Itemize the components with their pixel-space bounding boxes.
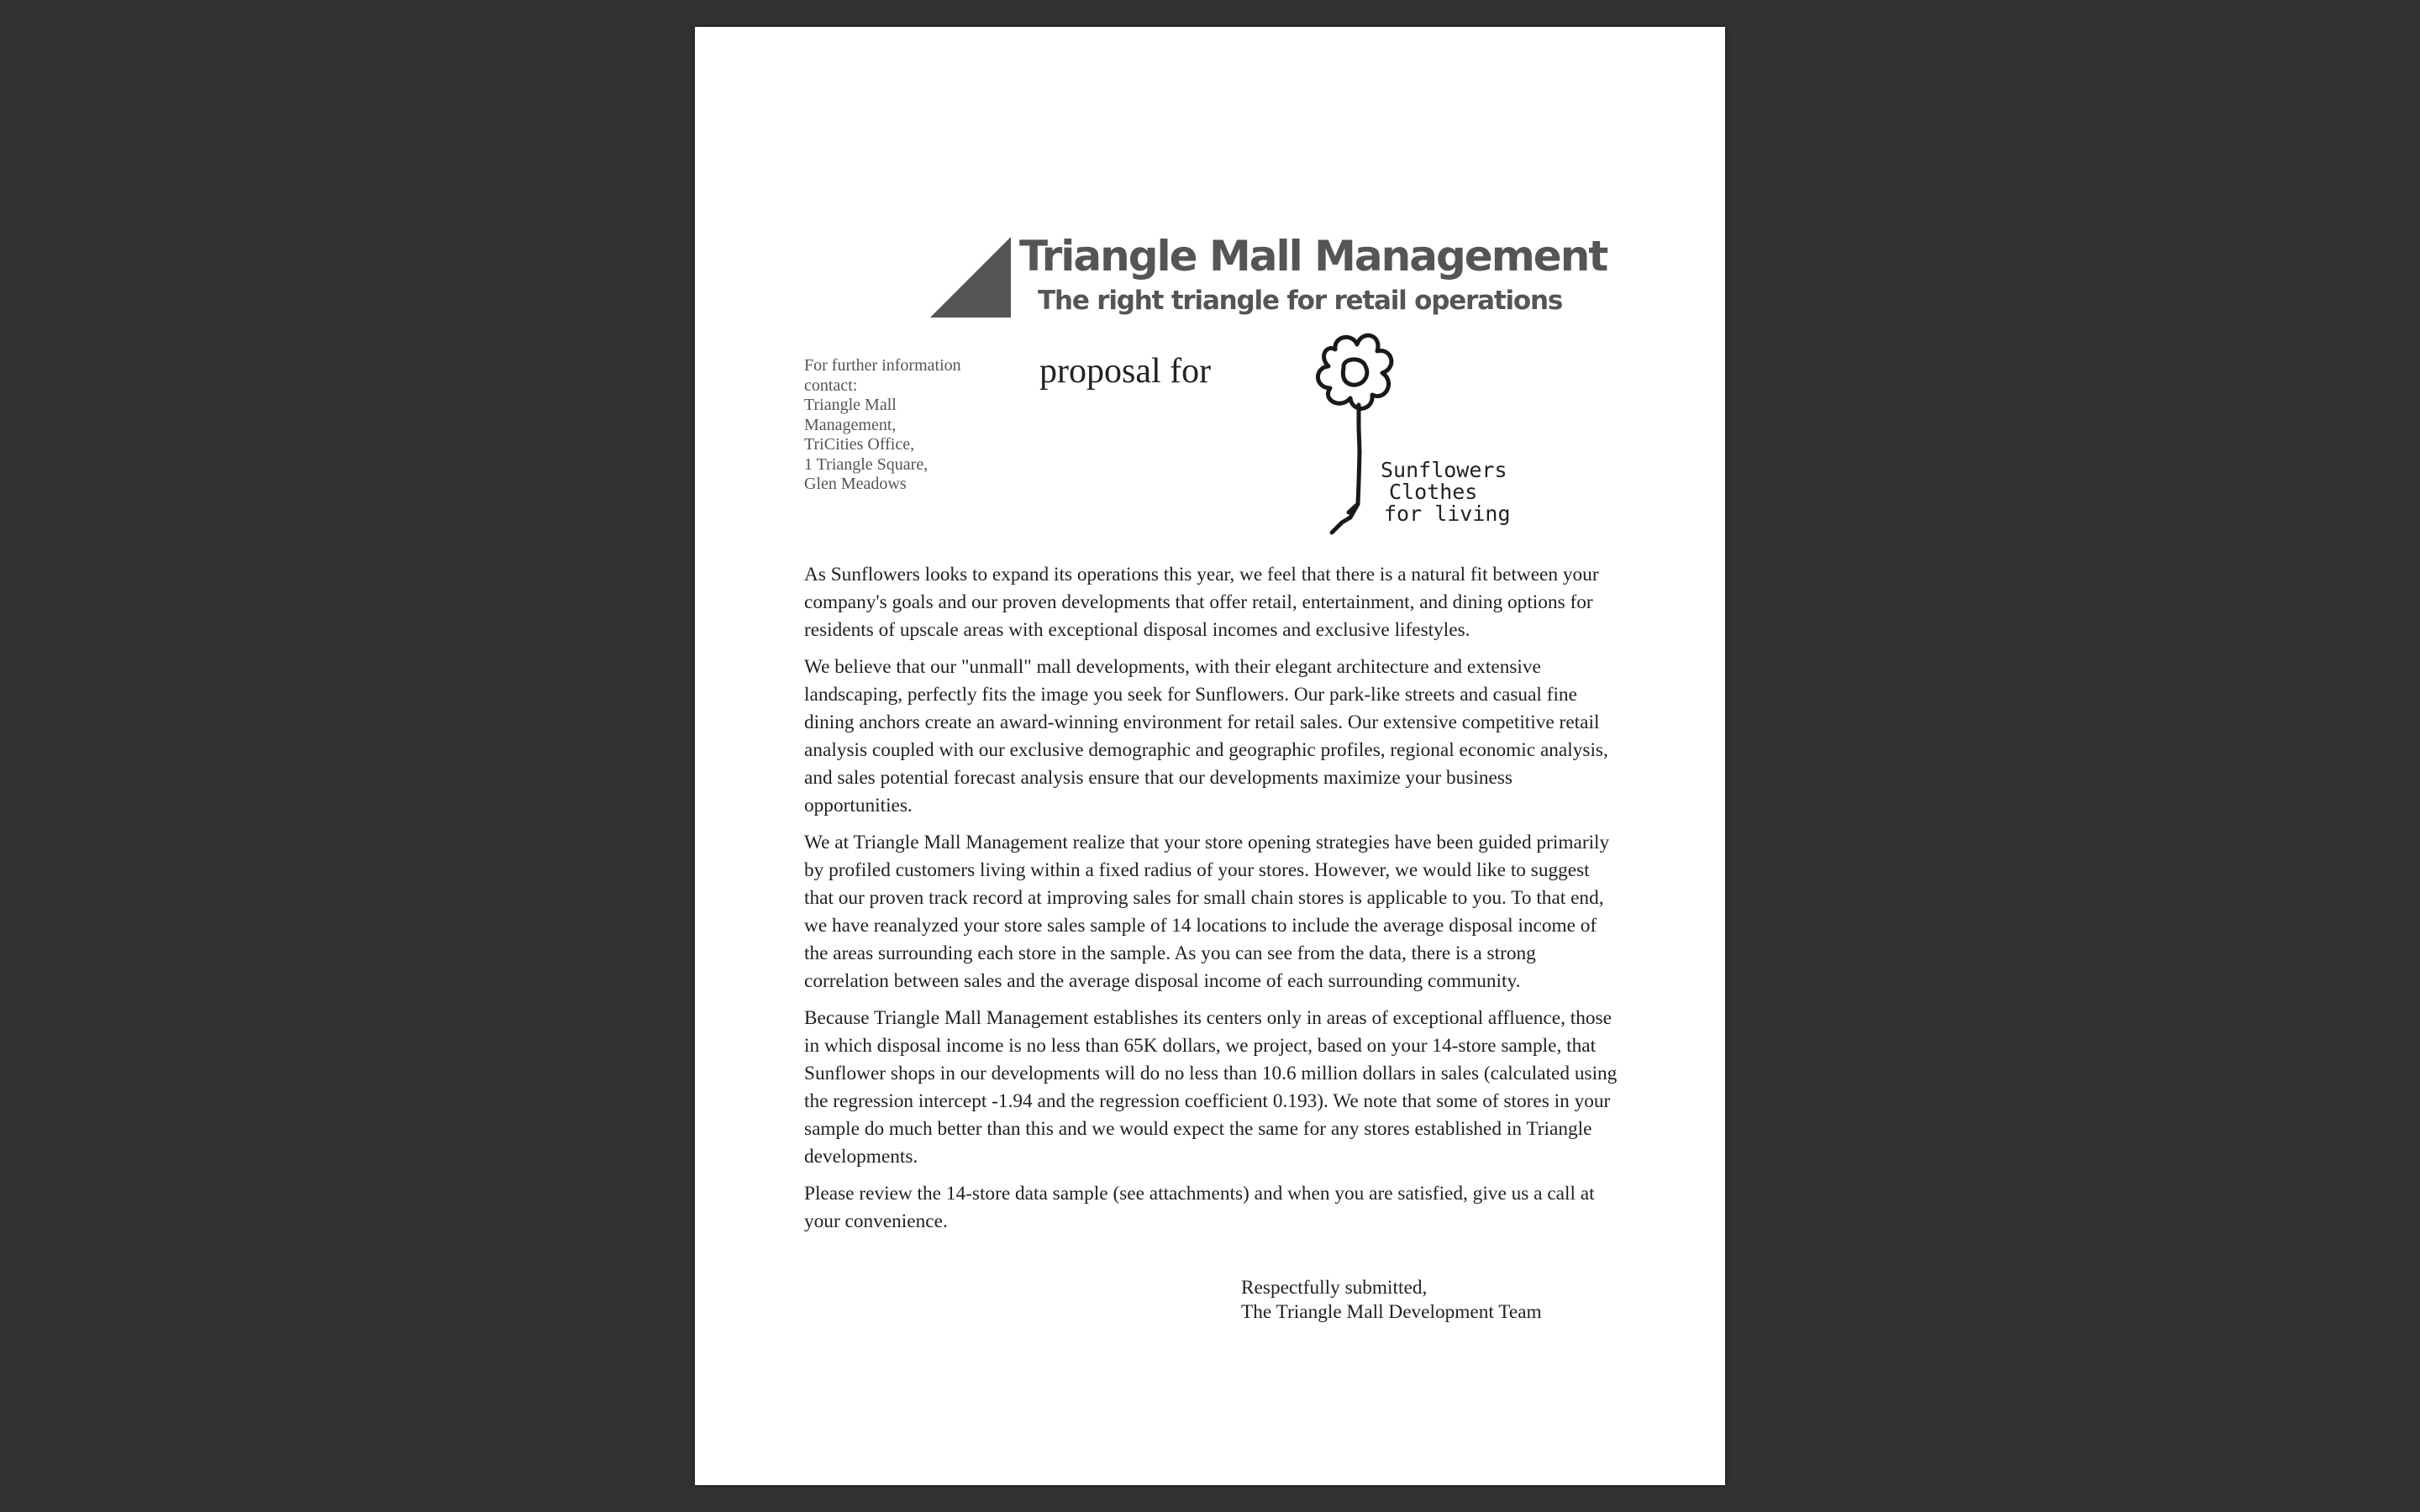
signature-block <box>1241 1276 1542 1325</box>
contact-line: 1 Triangle Square, <box>804 454 929 474</box>
client-tagline-line: for living <box>1384 501 1511 526</box>
closing-salutation: Respectfully submitted, <box>1241 1277 1428 1299</box>
client-name: Sunflowers <box>1381 458 1507 482</box>
body-paragraph: We at Triangle Mall Management realize that your store opening strategies have been guided primarily by profiled customers living within a fixed radius of your stores. However, we would like to suggest that our proven track record at improving sales for small chain stores is applicable to you. To that end, we have reanalyzed your store sales sample of 14 locations to include the average disposal income of the areas surrounding each store in the sample. As you can see from the data, there is a strong correlation between sales and the average disposal income of each surrounding community. <box>804 832 1610 992</box>
logo-title: Triangle Mall Management <box>1019 232 1607 281</box>
body-paragraph: As Sunflowers looks to expand its operations this year, we feel that there is a natural fit between your company's goals and our proven developments that offer retail, entertainment, and dining options for residents of upscale areas with exceptional disposal incomes and exclusive lifestyles. <box>804 564 1599 641</box>
body-paragraph: Please review the 14-store data sample (see attachments) and when you are satisfied, give us a call at your convenience. <box>804 1183 1595 1232</box>
sunflower-icon <box>1318 335 1391 533</box>
contact-info <box>804 356 989 495</box>
contact-line: Triangle Mall <box>804 396 897 414</box>
company-logo <box>929 210 1607 319</box>
triangle-logo-icon <box>930 237 1011 318</box>
closing-signatory: The Triangle Mall Development Team <box>1241 1301 1542 1323</box>
body-paragraph: Because Triangle Mall Management establishes its centers only in areas of exceptional affluence, those in which disposal income is no less than 65K dollars, we project, based on your 14-store sample, that Sunflower shops in our developments will do no less than 10.6 million dollars in sales (calculated using the regression intercept -1.94 and the regression coefficient 0.193). We note that some of stores in your sample do much better than this and we would expect the same for any stores established in Triangle developments. <box>804 1007 1618 1168</box>
proposal-heading: proposal for <box>1039 352 1212 391</box>
contact-line: TriCities Office, <box>804 435 915 454</box>
contact-line: contact: <box>804 375 858 395</box>
client-tagline-line: Clothes <box>1389 480 1478 504</box>
contact-line: Glen Meadows <box>804 475 907 493</box>
contact-line: Management, <box>804 415 897 434</box>
contact-line: For further information <box>804 356 961 375</box>
client-logo <box>1283 318 1535 544</box>
body-paragraph: We believe that our "unmall" mall developments, with their elegant architecture and extensive landscaping, perfectly fits the image you seek for Sunflowers. Our park-like streets and casual fine dining anchors create an award-winning environment for retail sales. Our extensive competitive retail analysis coupled with our exclusive demographic and geographic profiles, regional economic analysis, and sales potential forecast analysis ensure that our developments maximize your business opportunities. <box>804 656 1608 816</box>
document-page <box>695 27 1725 1485</box>
letter-body <box>804 561 1623 1245</box>
logo-tagline: The right triangle for retail operations <box>1038 286 1563 316</box>
